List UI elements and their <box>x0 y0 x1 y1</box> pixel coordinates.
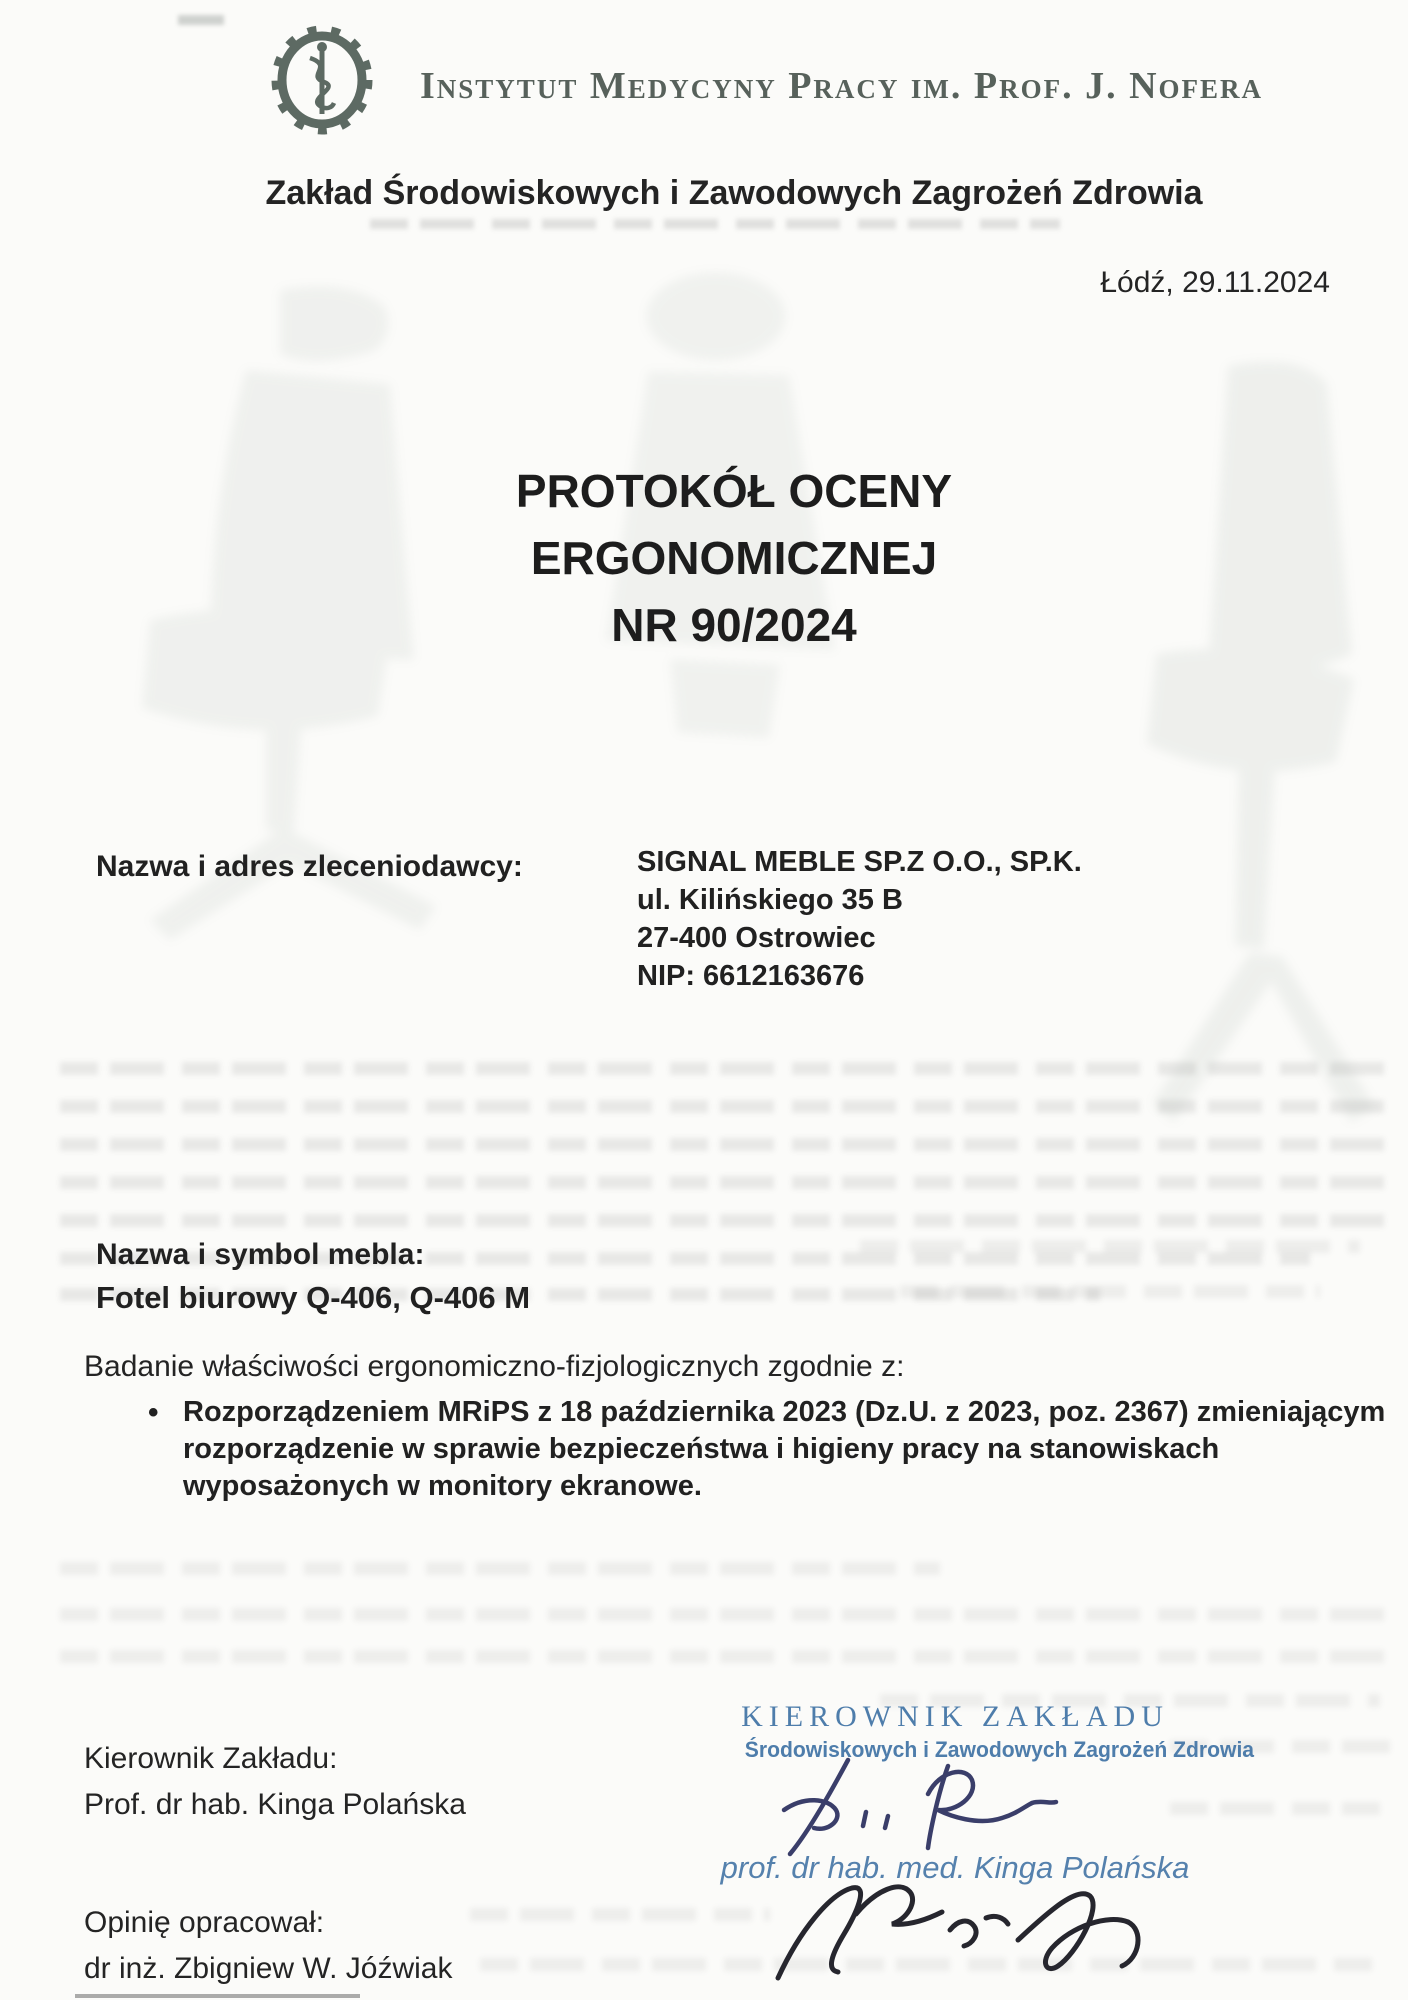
client-street: ul. Kilińskiego 35 B <box>637 884 903 916</box>
study-intro: Badanie właściwości ergonomiczno-fizjologicznych zgodnie z: <box>84 1350 905 1383</box>
title-line-3: NR 90/2024 <box>611 599 857 651</box>
signature-handwritten-author <box>760 1868 1160 1998</box>
ghost-bleedthrough-line <box>470 1908 770 1921</box>
client-city: 27-400 Ostrowiec <box>637 922 876 954</box>
head-of-department-name: Prof. dr hab. Kinga Polańska <box>84 1788 466 1821</box>
opinion-author-name: dr inż. Zbigniew W. Jóźwiak <box>84 1952 453 1985</box>
scan-edge-line <box>75 1994 360 1998</box>
ghost-bleedthrough-line <box>1170 1802 1380 1815</box>
place-and-date: Łódź, 29.11.2024 <box>1100 266 1330 299</box>
title-line-1: PROTOKÓŁ OCENY <box>515 465 953 517</box>
ghost-bleedthrough-line <box>60 1650 1400 1663</box>
furniture-value: Fotel biurowy Q-406, Q-406 M <box>96 1280 531 1315</box>
ghost-bleedthrough-line <box>60 1562 940 1575</box>
ghost-bleedthrough-line <box>60 1062 1395 1075</box>
ghost-bleedthrough-line <box>60 1100 1400 1113</box>
document-title <box>30 458 1408 659</box>
bullet-icon: • <box>148 1396 159 1429</box>
title-line-2: ERGONOMICZNEJ <box>530 532 938 584</box>
stamp-subtitle: Środowiskowych i Zawodowych Zagrożeń Zdrowia <box>744 1737 1255 1762</box>
furniture-label: Nazwa i symbol mebla: <box>96 1238 425 1271</box>
ghost-bleedthrough-line <box>60 1214 1392 1227</box>
ghost-bleedthrough-line <box>900 1285 1320 1298</box>
opinion-author-label: Opinię opracował: <box>84 1906 325 1939</box>
ghost-bleedthrough-line <box>370 219 1060 229</box>
stamp-title: KIEROWNIK ZAKŁADU <box>741 1700 1169 1733</box>
client-address-block <box>637 843 1082 995</box>
ghost-bleedthrough-line <box>60 1608 1400 1621</box>
scan-smudge <box>178 15 224 25</box>
head-of-department-label: Kierownik Zakładu: <box>84 1742 338 1775</box>
study-bullet-text: Rozporządzeniem MRiPS z 18 października 2023 (Dz.U. z 2023, poz. 2367) zmieniającym rozporządzenie w sprawie bezpieczeństwa i higieny pracy na stanowiskach wyposażonych w monitory ekranowe. <box>183 1396 1386 1502</box>
ghost-bleedthrough-line <box>860 1240 1360 1253</box>
client-tax-id: NIP: 6612163676 <box>637 960 865 992</box>
ghost-bleedthrough-line <box>60 1176 1400 1189</box>
department-name: Zakład Środowiskowych i Zawodowych Zagrożeń Zdrowia <box>265 174 1203 212</box>
client-company: SIGNAL MEBLE SP.Z O.O., SP.K. <box>637 846 1082 878</box>
ghost-bleedthrough-line <box>60 1138 1398 1151</box>
stamp-signed-name: prof. dr hab. med. Kinga Polańska <box>720 1850 1190 1885</box>
client-label: Nazwa i adres zleceniodawcy: <box>96 850 523 883</box>
institute-name: Instytut Medycyny Pracy im. Prof. J. Nofera <box>420 65 1264 107</box>
institute-logo-icon <box>268 22 376 138</box>
